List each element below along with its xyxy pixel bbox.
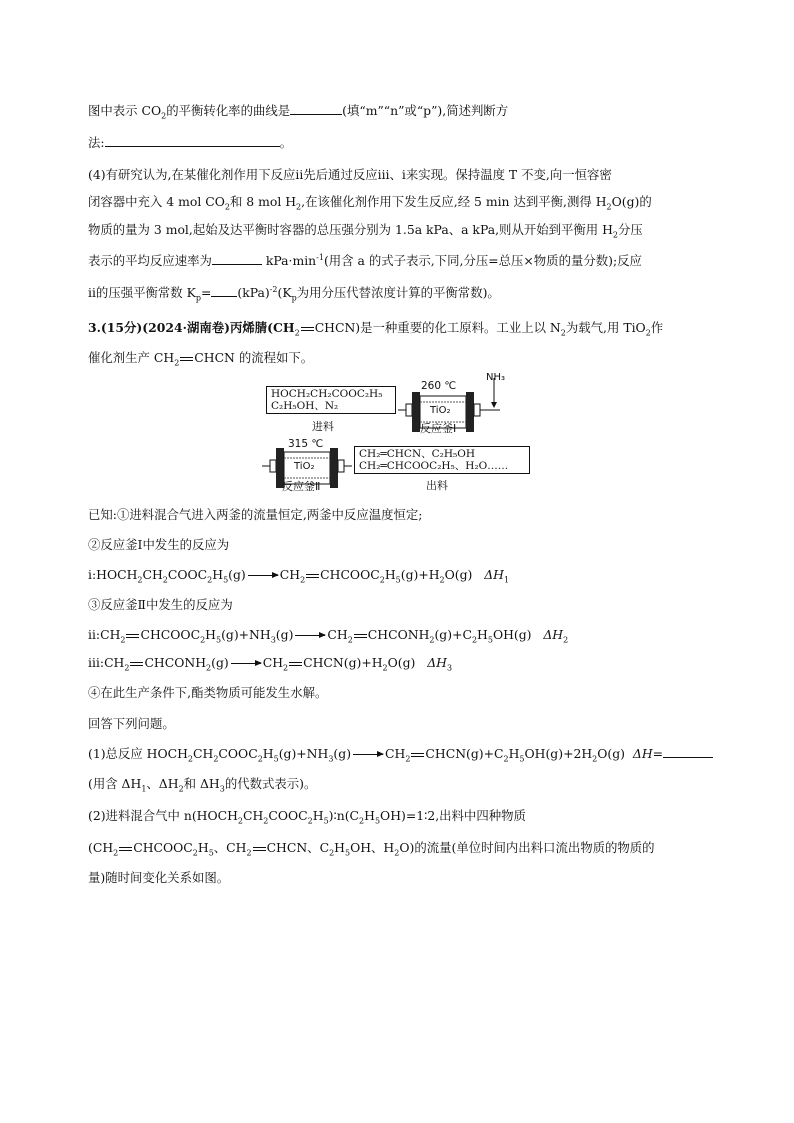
text-line: [88, 285, 500, 301]
output-text: CH₂═CHCN、C₂H₅OH: [359, 448, 476, 460]
text: ΔH=: [632, 746, 664, 761]
text: ③反应釜Ⅱ中发生的反应为: [88, 597, 233, 612]
subscript: 3: [270, 635, 276, 645]
text: CHCN 的流程如下。: [194, 350, 314, 365]
text: OH、H: [350, 840, 395, 855]
double-bond: [130, 662, 143, 666]
text: ⅲ:CH: [88, 655, 125, 670]
text: (用含 a 的式子表示,下同,分压=总压×物质的量分数);反应: [323, 253, 642, 268]
double-bond: [253, 847, 266, 851]
text: =: [200, 285, 212, 300]
text: CH: [193, 746, 214, 761]
text: H: [197, 840, 209, 855]
text: ⅱ:CH: [88, 627, 121, 642]
text: CH: [243, 808, 264, 823]
text: CHCONH: [144, 655, 207, 670]
text: (填“m”“n”或“p”),简述判断方: [342, 103, 509, 118]
subscript: 2: [405, 754, 411, 764]
subscript: 1: [503, 575, 510, 585]
subscript: 3: [219, 784, 225, 794]
subscript: 2: [471, 635, 478, 645]
answer-blank[interactable]: [663, 746, 713, 758]
reactor2-temp: 315 ℃: [288, 438, 324, 450]
text: OH(g)+2H: [524, 746, 593, 761]
text-line: [88, 222, 643, 238]
subscript: 2: [178, 784, 184, 794]
subscript: 2: [612, 230, 619, 240]
subscript: 2: [206, 663, 212, 673]
text: CHCOOC: [320, 567, 380, 582]
text: (g)+NH: [221, 627, 271, 642]
arrow-icon: [231, 663, 261, 664]
double-bond: [354, 634, 367, 638]
text: CH: [279, 567, 301, 582]
text: CH: [385, 746, 406, 761]
arrow-icon: [353, 754, 383, 755]
subscript: 2: [560, 328, 566, 338]
subscript: 5: [519, 754, 525, 764]
reactor1-temp: 260 ℃: [421, 380, 457, 392]
answer-blank[interactable]: [212, 253, 262, 265]
text: (g): [333, 746, 352, 761]
text: CHCOOC: [140, 627, 201, 642]
subscript: 1: [141, 784, 147, 794]
text: 和 ΔH: [183, 776, 220, 791]
text: ②反应釜Ⅰ中发生的反应为: [88, 537, 230, 552]
text-line: [88, 597, 233, 613]
subscript: 5: [223, 575, 229, 585]
double-bond: [119, 847, 132, 851]
text: O(g): [387, 655, 416, 670]
subscript: 2: [246, 848, 252, 858]
text: 表示的平均反应速率为: [88, 253, 212, 268]
subscript: 2: [120, 635, 126, 645]
text: 和 8 mol H: [229, 194, 297, 209]
subscript: 2: [645, 328, 651, 338]
text: ⅰ:HOCH: [88, 567, 138, 582]
arrow-icon: [295, 635, 325, 636]
subscript: 2: [162, 575, 168, 585]
subscript: 2: [263, 816, 269, 826]
text: 为用分压代替浓度计算的平衡常数)。: [296, 285, 500, 300]
feed-text: C₂H₅OH、N₂: [271, 400, 339, 412]
text-line: [88, 870, 229, 886]
text: (g)+C: [434, 627, 472, 642]
subscript: 2: [329, 848, 335, 858]
subscript: 5: [395, 575, 401, 585]
text: 3.(15分)(2024·湖南卷)丙烯腈(CH: [88, 320, 295, 335]
text: )∶n(C: [328, 808, 360, 823]
superscript: -1: [316, 252, 324, 262]
text: (4)有研究认为,在某催化剂作用下反应ⅱ先后通过反应ⅲ、ⅰ来实现。保持温度 T 不变,向一恒容密: [88, 167, 612, 182]
subscript: 2: [429, 635, 435, 645]
subscript: 2: [207, 575, 213, 585]
reactor2-catalyst: TiO₂: [294, 461, 315, 472]
text: (kPa): [237, 285, 270, 300]
text: ΔH: [484, 567, 504, 582]
text: (g): [275, 627, 294, 642]
subscript: 2: [394, 848, 400, 858]
text: H: [364, 808, 375, 823]
subscript: 2: [137, 575, 143, 585]
text: 量)随时间变化关系如图。: [88, 870, 230, 885]
text: 的代数式表示)。: [224, 776, 317, 791]
reaction-iii: [88, 655, 452, 671]
text: H: [508, 746, 520, 761]
text: H: [262, 746, 274, 761]
text: CHCN)是一种重要的化工原料。工业上以 N: [314, 320, 561, 335]
subscript: 2: [563, 635, 569, 645]
subscript: 2: [439, 575, 445, 585]
text: (K: [277, 285, 292, 300]
text: 。: [279, 135, 292, 150]
question-1: [88, 746, 713, 762]
text: OH)=1∶2,出料中四种物质: [380, 808, 526, 823]
text-line: [88, 320, 663, 336]
text: COOC: [167, 567, 208, 582]
subscript: 2: [174, 358, 180, 368]
text: 的平衡转化率的曲线是: [166, 103, 291, 118]
text: 回答下列问题。: [88, 716, 175, 731]
answer-blank[interactable]: [211, 285, 237, 297]
output-box: [354, 446, 530, 474]
text-line: [88, 194, 652, 210]
text: CHCOOC: [133, 840, 193, 855]
text: (用含 ΔH: [88, 776, 142, 791]
output-text: CH₂═CHCOOC₂H₅、H₂O……: [359, 460, 509, 472]
double-bond: [180, 357, 193, 361]
text: H: [312, 808, 324, 823]
text: O)的流量(单位时间内出料口流出物质的物质的: [399, 840, 655, 855]
subscript: 2: [161, 111, 167, 121]
subscript: 2: [592, 754, 598, 764]
subscript: p: [291, 293, 297, 303]
double-bond: [289, 662, 302, 666]
double-bond: [126, 634, 139, 638]
text: 、ΔH: [146, 776, 179, 791]
subscript: 2: [296, 202, 302, 212]
text-line: [88, 507, 422, 523]
text: CHCN(g)+H: [303, 655, 383, 670]
text: CHCN(g)+C: [425, 746, 504, 761]
subscript: 2: [113, 848, 119, 858]
text: (CH: [88, 840, 114, 855]
question-2: [88, 808, 526, 824]
subscript: 2: [307, 816, 313, 826]
text: 闭容器中充入 4 mol CO: [88, 194, 225, 209]
subscript: 2: [124, 663, 130, 673]
subscript: 2: [200, 635, 206, 645]
text: H: [212, 567, 224, 582]
subscript: 3: [328, 754, 334, 764]
text-line: [88, 840, 655, 856]
text-line: [88, 685, 327, 701]
reactor1-label: 反应釜Ⅰ: [420, 422, 457, 435]
text: COOC: [218, 746, 258, 761]
text: O(g): [597, 746, 625, 761]
subscript: 2: [294, 328, 300, 338]
subscript: 2: [606, 202, 612, 212]
nh3-label: NH₃: [486, 372, 506, 383]
text: 、CH: [213, 840, 247, 855]
answer-blank[interactable]: [290, 103, 342, 115]
subscript: 5: [374, 816, 381, 826]
text: H: [384, 567, 396, 582]
text: ,在该催化剂作用下发生反应,经 5 min 达到平衡,测得 H: [301, 194, 607, 209]
subscript: 2: [192, 848, 198, 858]
text-line: [88, 776, 316, 792]
subscript: 2: [213, 754, 219, 764]
subscript: 2: [187, 754, 194, 764]
subscript: p: [195, 293, 201, 303]
double-bond: [301, 327, 314, 331]
superscript: -2: [269, 284, 278, 294]
text: 物质的量为 3 mol,起始及达平衡时容器的总压强分别为 1.5a kPa、a kPa,则从开始到平衡用 H: [88, 222, 613, 237]
text: CHCN、C: [266, 840, 330, 855]
reaction-i: [88, 567, 509, 583]
text-line: [88, 135, 292, 151]
subscript: 3: [446, 663, 453, 673]
subscript: 2: [379, 575, 385, 585]
text: 为载气,用 TiO: [565, 320, 646, 335]
text: CHCONH: [367, 627, 430, 642]
text: H: [205, 627, 216, 642]
text: 催化剂生产 CH: [88, 350, 175, 365]
text: ⅱ的压强平衡常数 K: [88, 285, 196, 300]
feed-text: HOCH₂CH₂COOC₂H₅: [271, 388, 383, 400]
text: ④在此生产条件下,酯类物质可能发生水解。: [88, 685, 328, 700]
text: 图中表示 CO: [88, 103, 162, 118]
subscript: 2: [300, 575, 306, 585]
text: O(g)的: [611, 194, 652, 209]
text: (g): [228, 567, 246, 582]
reactor2-label: 反应釜Ⅱ: [282, 480, 321, 493]
text-line: [88, 103, 508, 119]
subscript: 2: [359, 816, 365, 826]
text-line: [88, 167, 612, 183]
subscript: 2: [283, 663, 289, 673]
subscript: 2: [382, 663, 388, 673]
text: 已知:①进料混合气进入两釜的流量恒定,两釜中反应温度恒定;: [88, 507, 423, 522]
text: (1)总反应 HOCH: [88, 746, 188, 761]
text: kPa·min: [265, 253, 317, 268]
text: ΔH: [427, 655, 447, 670]
text: (2)进料混合气中 n(HOCH: [88, 808, 238, 823]
subscript: 5: [273, 754, 279, 764]
subscript: 2: [257, 754, 263, 764]
text: (g)+NH: [278, 746, 329, 761]
arrow-icon: [248, 575, 278, 576]
answer-blank[interactable]: [105, 135, 280, 147]
feed-box: [266, 386, 396, 414]
feed-label: 进料: [312, 420, 334, 433]
subscript: 2: [503, 754, 509, 764]
text: (g)+H: [400, 567, 440, 582]
text: CH: [327, 627, 348, 642]
subscript: 5: [487, 635, 493, 645]
text: H: [477, 627, 488, 642]
text: 作: [650, 320, 664, 335]
text: (g): [211, 655, 229, 670]
subscript: 5: [323, 816, 329, 826]
text: ΔH: [543, 627, 564, 642]
text: OH(g): [492, 627, 532, 642]
text: 法:: [88, 135, 105, 150]
subscript: 5: [344, 848, 351, 858]
text: 分压: [618, 222, 643, 237]
subscript: 2: [237, 816, 243, 826]
text: CH: [262, 655, 284, 670]
output-label: 出料: [426, 479, 448, 492]
text: CH: [142, 567, 163, 582]
subscript: 5: [208, 848, 214, 858]
subscript: 2: [224, 202, 230, 212]
subscript: 5: [215, 635, 222, 645]
text-line: [88, 716, 175, 732]
text: H: [334, 840, 345, 855]
double-bond: [306, 574, 319, 578]
reaction-ii: [88, 627, 568, 643]
text: COOC: [268, 808, 308, 823]
double-bond: [411, 753, 424, 757]
reactor1-catalyst: TiO₂: [430, 405, 451, 416]
text-line: [88, 537, 229, 553]
subscript: 2: [347, 635, 353, 645]
text: O(g): [444, 567, 473, 582]
text-line: [88, 350, 313, 366]
text-line: [88, 253, 642, 269]
